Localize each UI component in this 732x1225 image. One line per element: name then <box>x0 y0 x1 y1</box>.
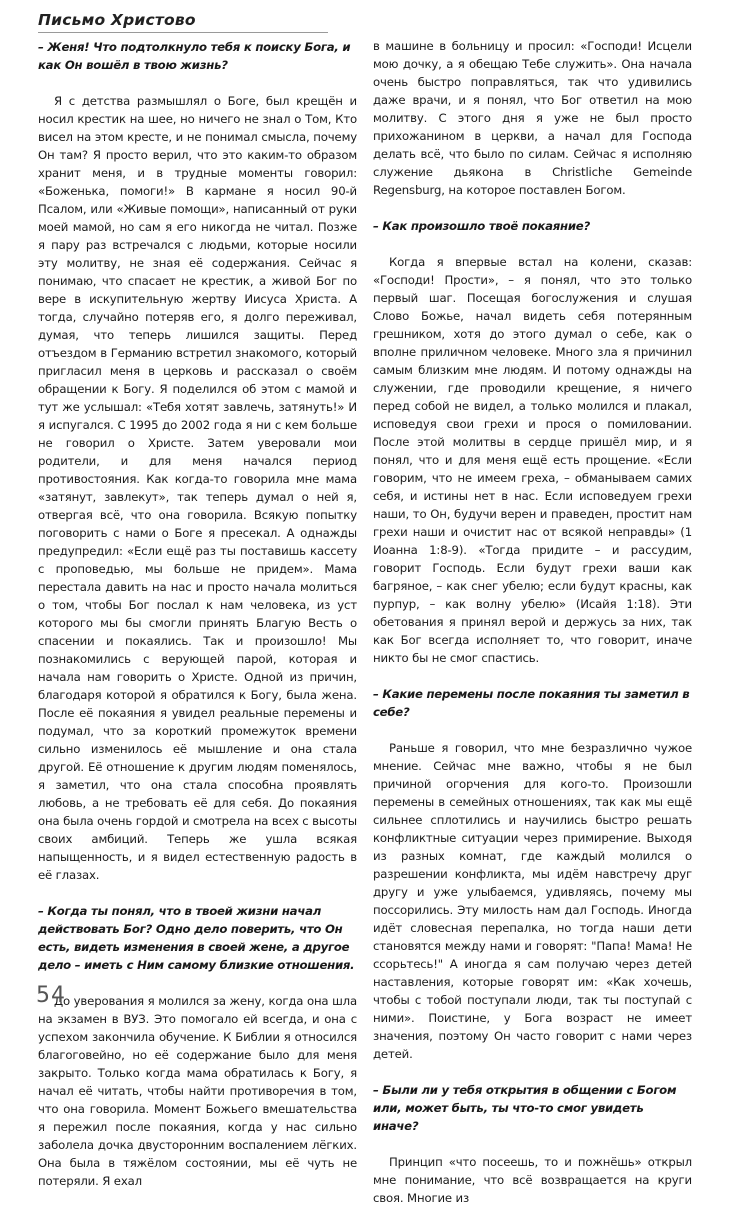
question-1: – Женя! Что подтолкнуло тебя к поиску Бога, и как Он вошёл в твою жизнь? <box>38 40 351 72</box>
answer-2-continued: в машине в больницу и просил: «Господи! Исцели мою дочку, а я обещаю Тебе служить». Она начала очень быстро поправляться, так что удивились даже врачи, и я понял, что Бог ответил на мою молитву. С этого дня я уже не был просто прихожанином в церкви, а начал для Господа делать всё, что было по силам. Сейчас я исполняю служение дьякона в Christliche Gemeinde Regensburg, на которое поставлен Богом. <box>373 39 692 197</box>
answer-2: До уверования я молился за жену, когда она шла на экзамен в ВУЗ. Это помогало ей всегда, и она с успехом закончила обучение. К Библии я относился благоговейно, но её содержание было для меня закрыто. Только когда мама обратилась к Богу, я начал её читать, чтобы найти противоречия в том, что она говорила. Момент Божьего вмешательства я пережил после покаяния, когда у нас сильно заболела дочка двусторонним воспалением лёгких. Она была в тяжёлом состоянии, мы её чуть не потеряли. Я ехал <box>38 994 357 1188</box>
answer-3: Когда я впервые встал на колени, сказав: «Господи! Прости», – я понял, что это только первый шаг. Посещая богослужения и слушая Слово Божье, начал видеть себя потерянным грешником, хотя до этого думал о себе, как о вполне приличном человеке. Много зла я причинил самым близким мне людям. И потому однажды на служении, где проводили крещение, я ничего перед собой не видел, а только молился и плакал, исповедуя свои грехи и прося о помиловании. После этой молитвы в сердце пришёл мир, и я понял, что и для меня ещё есть прощение. «Если говорим, что не имеем греха, – обманываем самих себя, и истины нет в нас. Если исповедуем грехи наши, то Он, будучи верен и праведен, простит нам грехи наши и очистит нас от всякой неправды» (1 Иоанна 1:8-9). «Тогда придите – и рассудим, говорит Господь. Если будут грехи ваши как багряное, – как снег убелю; если будут красны, как пурпур, – как волну убелю» (Исайя 1:18). Эти обетования я принял верой и держусь за них, так как Бог всегда исполняет то, что говорит, иначе никто бы не смог спастись. <box>373 255 692 665</box>
right-column <box>373 37 692 1225</box>
header-title: Письмо Христово <box>38 11 196 29</box>
question-4: – Какие перемены после покаяния ты заметил в себе? <box>373 687 690 719</box>
left-column <box>38 38 357 1208</box>
answer-1: Я с детства размышлял о Боге, был крещён и носил крестик на шее, но ничего не знал о Том, Кто висел на этом кресте, и не понимал смысла, почему Он там? Я просто верил, что это каким-то образом хранит меня, и в трудные моменты говорил: «Боженька, помоги!» В кармане я носил 90-й Псалом, или «Живые помощи», написанный от руки моей мамой, но сам я его никогда не читал. Позже я пару раз встречался с людьми, которые носили эту молитву, не зная её содержания. Сейчас я понимаю, что спасает не крестик, а живой Бог по вере в искупительную жертву Иисуса Христа. А тогда, случайно потеряв его, я долго переживал, думая, что теперь лишился защиты. Перед отъездом в Германию встретил знакомого, который пригласил меня в церковь и рассказал о своём обращении к Богу. Я поделился об этом с мамой и тут же услышал: «Тебя хотят завлечь, затянуть!» И я испугался. С 1995 до 2002 года я ни с кем больше не говорил о Христе. Затем уверовали мои родители, и для меня начался период противостояния. Как когда-то говорила мне мама «затянут, завлекут», так теперь думал о ней я, отвергая всё, что она говорила. Всякую попытку поговорить с нами о Боге я пресекал. А однажды предупредил: «Если ещё раз ты поставишь кассету с проповедью, мы больше не придем». Мама перестала давить на нас и просто начала молиться о том, чтобы Бог послал к нам человека, из уст которого мы бы смогли принять Благую Весть о спасении и покаялись. Так и произошло! Мы познакомились с верующей парой, которая и начала нам говорить о Христе. Одной из причин, благодаря которой я обратился к Богу, была жена. После её покаяния я увидел реальные перемены и подумал, что за короткий промежуток времени сильно изменилось её мышление и она стала другой. Её отношение к другим людям поменялось, я заметил, что она стала способна проявлять любовь, а не требовать её для себя. До покаяния она была очень гордой и смотрела на всех с высоты своих амбиций. Теперь же ушла всякая напыщенность, и я видел естественную радость в её глазах. <box>38 94 357 882</box>
question-3: – Как произошло твоё покаяние? <box>373 219 590 233</box>
question-2: – Когда ты понял, что в твоей жизни начал действовать Бог? Одно дело поверить, что Он есть, видеть изменения в своей жене, а другое дело – иметь с Ним самому близкие отношения. <box>38 904 355 972</box>
page-number: 54 <box>36 983 66 1008</box>
answer-5: Принцип «что посеешь, то и пожнёшь» открыл мне понимание, что всё возвращается на круги своя. Многие из <box>373 1155 692 1205</box>
answer-4: Раньше я говорил, что мне безразлично чужое мнение. Сейчас мне важно, чтобы я не был причиной огорчения для кого-то. Произошли перемены в семейных отношениях, так как мы ещё сильнее сплотились и научились быстро решать конфликтные ситуации через примирение. Выходя из разных комнат, где каждый молился о разрешении конфликта, мы идём навстречу друг другу и уже улыбаемся, удивляясь, почему мы поссорились. Эту милость нам дал Господь. Иногда идёт словесная перепалка, но тогда наши дети становятся между нами и говорят: "Папа! Мама! Не ссорьтесь!" А иногда я сам получаю через детей наставления, которые говорят им: «Как хочешь, чтобы с тобой поступали люди, так ты поступай с ними». Поистине, у Бога возраст не имеет значения, поэтому Он часто говорит с нами через детей. <box>373 741 692 1061</box>
question-5: – Были ли у тебя открытия в общении с Богом или, может быть, ты что-то смог увидеть иначе? <box>373 1083 677 1133</box>
running-header <box>38 10 328 33</box>
